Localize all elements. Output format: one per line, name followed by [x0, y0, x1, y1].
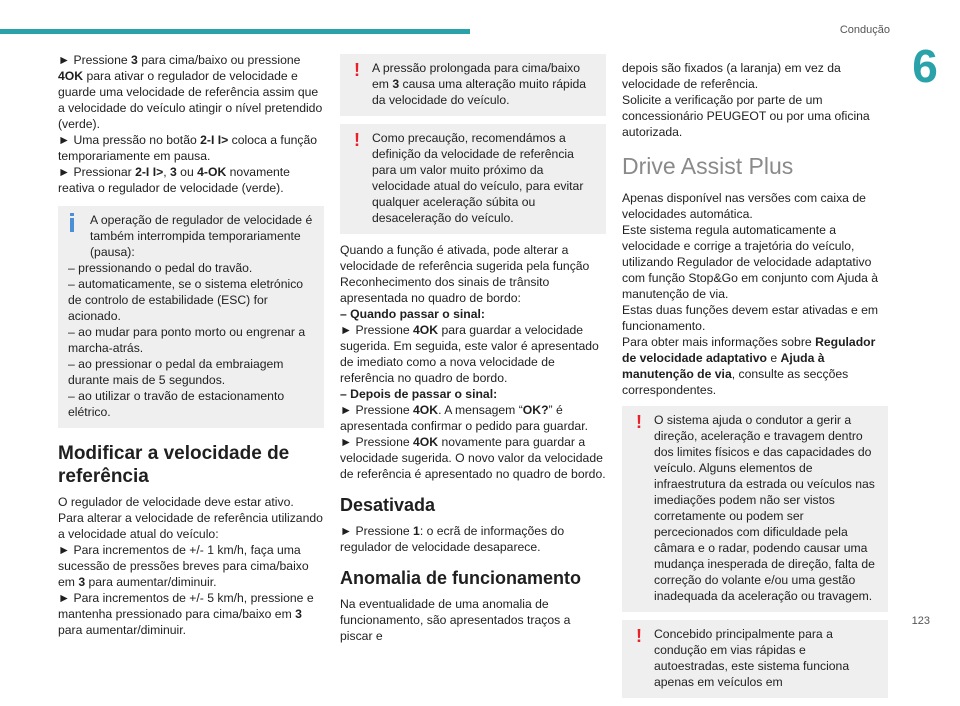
warning-note: ! O sistema ajuda o condutor a gerir a direção, aceleração e travagem dentro dos limites físicos e das capacidades do veículo. Alguns elementos de infraestrutura da estrada ou veículos nas imediações podem não ser vistos corretamente ou podem ser percecionados com dificuldade pela câmara e o radar, podendo causar uma mudança inesperada de direção, falta de correção do volante e/ou uma gestão inadequada da aceleração ou travagem.	[622, 406, 888, 612]
paragraph: O regulador de velocidade deve estar ativo.	[58, 495, 294, 509]
heading-anomalia: Anomalia de funcionamento	[340, 568, 582, 588]
column-3	[622, 52, 888, 706]
heading-drive-assist: Drive Assist Plus	[622, 153, 794, 179]
warning-note: ! Concebido principalmente para a condução em vias rápidas e autoestradas, este sistema funciona apenas em veículos em	[622, 620, 888, 698]
list-item: – pressionando o pedal do travão.	[68, 261, 253, 275]
chapter-number: 6	[912, 40, 938, 92]
paragraph: Para obter mais informações sobre Regulador de velocidade adaptativo e Ajuda à manutenção de via, consulte as secções correspondentes.	[622, 335, 876, 397]
paragraph: Para alterar a velocidade de referência utilizando a velocidade atual do veículo:	[58, 511, 323, 541]
info-icon	[70, 218, 74, 232]
paragraph: Apenas disponível nas versões com caixa de velocidades automática.	[622, 191, 866, 221]
paragraph: ► Pressione 4OK novamente para guardar a velocidade sugerida. O novo valor da velocidade de referência é apresentado no quadro de bordo.	[340, 435, 606, 481]
list-item: – automaticamente, se o sistema eletrónico de controlo de estabilidade (ESC) for acionado.	[68, 277, 304, 323]
list-item: – ao utilizar o travão de estacionamento elétrico.	[68, 389, 285, 419]
warning-icon: !	[636, 412, 642, 432]
info-note	[58, 206, 324, 428]
column-2	[340, 52, 606, 644]
page-number: 123	[911, 615, 930, 627]
paragraph: ► Pressione 1: o ecrã de informações do regulador de velocidade desaparece.	[340, 524, 565, 554]
paragraph: ► Pressione 3 para cima/baixo ou pressione 4OK para ativar o regulador de velocidade e guarde uma velocidade de referência assim que a velocidade do veículo atingir o nível pretendido (verde).	[58, 53, 323, 131]
heading-modify-speed: Modificar a velocidade de referência	[58, 443, 290, 487]
info-intro: A operação de regulador de velocidade é também interrompida temporariamente (pausa):	[90, 213, 313, 259]
paragraph: depois são fixados (a laranja) em vez da velocidade de referência.	[622, 61, 841, 91]
warning-icon: !	[636, 626, 642, 646]
paragraph: ► Para incrementos de +/- 5 km/h, pressione e mantenha pressionado para cima/baixo em 3 para aumentar/diminuir.	[58, 591, 314, 637]
paragraph: ► Pressionar 2-I I>, 3 ou 4-OK novamente reativa o regulador de velocidade (verde).	[58, 165, 290, 195]
paragraph: Este sistema regula automaticamente a velocidade e corrige a trajetória do veículo, utilizando Regulador de velocidade adaptativo com função Stop&Go em conjunto com Ajuda à manutenção de via.	[622, 223, 879, 301]
paragraph: Solicite a verificação por parte de um concessionário PEUGEOT ou por uma oficina autorizada.	[622, 93, 870, 139]
warning-icon: !	[354, 130, 360, 150]
warning-note: ! Como precaução, recomendámos a definição da velocidade de referência para um valor muito próximo da velocidade atual do veículo, para evitar qualquer aceleração súbita ou desaceleração do veículo.	[340, 124, 606, 234]
heading-desativada: Desativada	[340, 495, 436, 515]
paragraph: Quando a função é ativada, pode alterar a velocidade de referência sugerida pela função Reconhecimento dos sinais de trânsito apresentada no quadro de bordo:	[340, 243, 590, 305]
paragraph: – Quando passar o sinal:	[340, 307, 485, 321]
paragraph: ► Pressione 4OK. A mensagem “OK?” é apresentada confirmar o pedido para guardar.	[340, 403, 588, 433]
paragraph: ► Para incrementos de +/- 1 km/h, faça uma sucessão de pressões breves para cima/baixo em 3 para aumentar/diminuir.	[58, 543, 309, 589]
paragraph: – Depois de passar o sinal:	[340, 387, 498, 401]
warning-icon: !	[354, 60, 360, 80]
list-item: – ao pressionar o pedal da embraiagem durante mais de 5 segundos.	[68, 357, 284, 387]
section-title: Condução	[839, 24, 890, 36]
paragraph: ► Uma pressão no botão 2-I I> coloca a função temporariamente em pausa.	[58, 133, 318, 163]
paragraph: ► Pressione 4OK para guardar a velocidade sugerida. Em seguida, este valor é apresentado de imediato como a nova velocidade de referência no quadro de bordo.	[340, 323, 599, 385]
paragraph: Estas duas funções devem estar ativadas e em funcionamento.	[622, 303, 879, 333]
paragraph: Na eventualidade de uma anomalia de funcionamento, são apresentados traços a piscar e	[340, 597, 571, 643]
list-item: – ao mudar para ponto morto ou engrenar a marcha-atrás.	[68, 325, 306, 355]
header-accent-bar	[0, 29, 470, 34]
warning-note: ! A pressão prolongada para cima/baixo em 3 causa uma alteração muito rápida da velocidade do veículo.	[340, 54, 606, 116]
column-1	[58, 52, 324, 638]
